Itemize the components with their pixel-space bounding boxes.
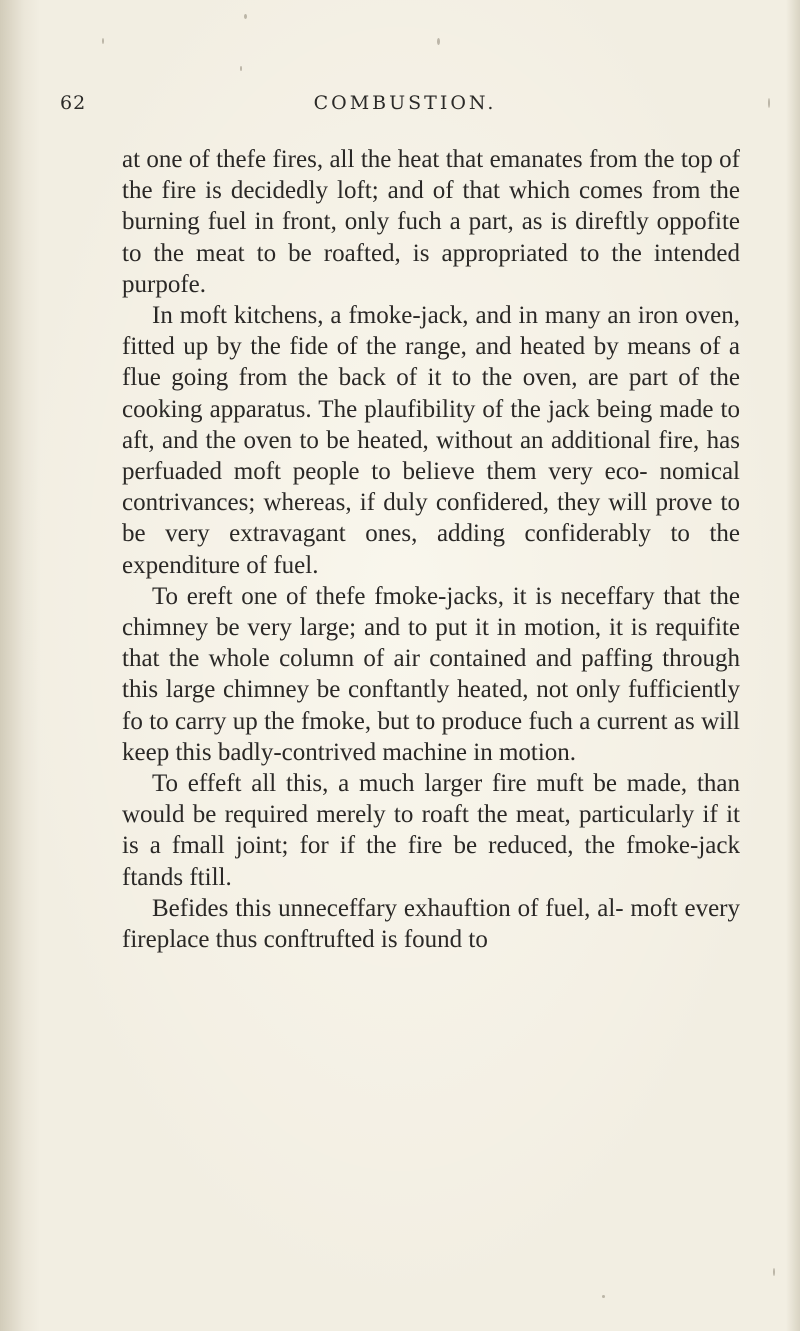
gutter-shadow <box>0 0 40 1331</box>
paragraph-5: Befides this unneceffary exhauftion of fuel, al- moft every fireplace thus conftrufted is found to <box>122 894 740 954</box>
paragraph-2: In moft kitchens, a fmoke-jack, and in many an iron oven, fitted up by the fide of the range, and heated by means of a flue going from the back of it to the oven, are part of the cooking apparatus. The plaufibility of the jack being made to aft, and the oven to be heated, without an additional fire, has perfuaded moft people to believe them very eco- nomical contrivances; whereas, if duly confidered, they will prove to be very extravagant ones, adding confiderably to the expenditure of fuel. <box>122 302 740 579</box>
paragraph-1: at one of thefe fires, all the heat that emanates from the top of the fire is decidedly loft; and of that which comes from the burning fuel in front, only fuch a part, as is direftly oppofite to the meat to be roafted, is appropriated to the intended purpofe. <box>122 146 740 298</box>
page-header <box>60 92 750 128</box>
page-edge-shadow <box>786 0 800 1331</box>
running-head: COMBUSTION. <box>313 92 497 114</box>
body-text <box>122 144 740 955</box>
paragraph-4: To effeft all this, a much larger fire muft be made, than would be required merely to roaft the meat, particularly if it is a fmall joint; for if the fire be reduced, the fmoke-jack ftands ftill. <box>122 770 740 891</box>
page-number: 62 <box>60 92 87 114</box>
paragraph-3: To ereft one of thefe fmoke-jacks, it is neceffary that the chimney be very large; and to put it in motion, it is requifite that the whole column of air contained and paffing through this large chimney be conftantly heated, not only fufficiently fo to carry up the fmoke, but to produce fuch a current as will keep this badly-contrived machine in motion. <box>122 582 740 766</box>
